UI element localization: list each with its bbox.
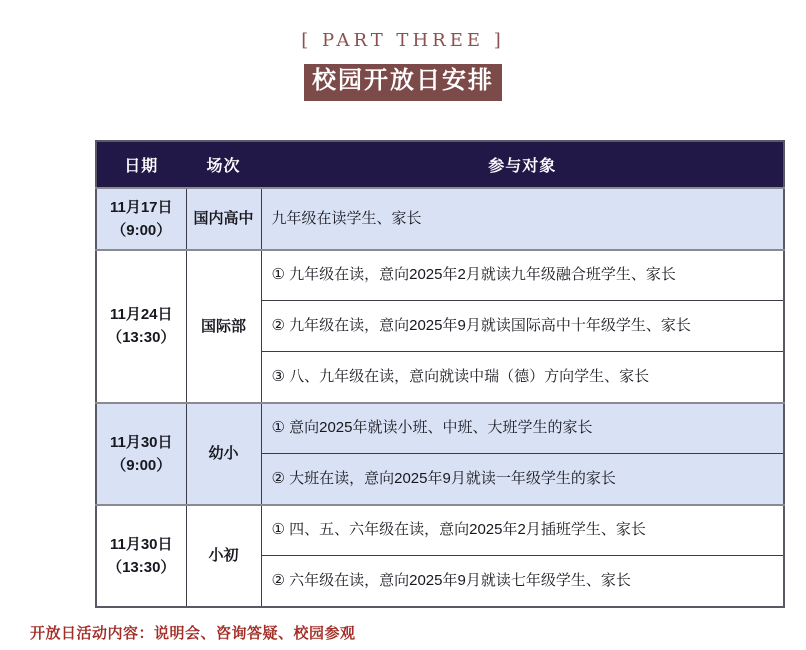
date-cell	[96, 250, 186, 403]
part-label: [ PART THREE ]	[301, 30, 505, 51]
column-header-participants: 参与对象	[261, 141, 784, 188]
date-text: 11月24日	[109, 306, 173, 324]
date-cell	[96, 188, 186, 250]
participant-cell: ① 九年级在读，意向2025年2月就读九年级融合班学生、家长	[261, 250, 784, 301]
time-text: （9:00）	[111, 221, 172, 239]
session-cell: 小初	[186, 505, 261, 607]
page-title: 校园开放日安排	[304, 64, 502, 101]
table-row	[96, 188, 784, 250]
participant-cell: ② 九年级在读，意向2025年9月就读国际高中十年级学生、家长	[261, 301, 784, 352]
time-text: （9:00）	[111, 456, 172, 474]
title-wrap	[0, 64, 806, 101]
footer-note: 开放日活动内容：说明会、咨询答疑、校园参观	[30, 624, 356, 642]
session-cell: 幼小	[186, 403, 261, 505]
participant-cell: ① 意向2025年就读小班、中班、大班学生的家长	[261, 403, 784, 454]
session-cell: 国内高中	[186, 188, 261, 250]
column-header-date: 日期	[96, 141, 186, 188]
table-row	[96, 505, 784, 556]
participant-cell: 九年级在读学生、家长	[261, 188, 784, 250]
time-text: （13:30）	[107, 329, 176, 347]
date-text: 11月17日	[109, 198, 173, 216]
date-text: 11月30日	[109, 535, 173, 553]
participant-cell: ③ 八、九年级在读，意向就读中瑞（德）方向学生、家长	[261, 352, 784, 403]
session-cell: 国际部	[186, 250, 261, 403]
header-row	[96, 141, 784, 188]
table-row	[96, 403, 784, 454]
page	[0, 30, 806, 650]
date-text: 11月30日	[109, 433, 173, 451]
table-row	[96, 250, 784, 301]
participant-cell: ② 大班在读，意向2025年9月就读一年级学生的家长	[261, 454, 784, 505]
date-cell	[96, 403, 186, 505]
open-day-schedule-table	[95, 140, 785, 608]
participant-cell: ② 六年级在读，意向2025年9月就读七年级学生、家长	[261, 556, 784, 607]
time-text: （13:30）	[107, 558, 176, 576]
participant-cell: ① 四、五、六年级在读，意向2025年2月插班学生、家长	[261, 505, 784, 556]
date-cell	[96, 505, 186, 607]
column-header-session: 场次	[186, 141, 261, 188]
